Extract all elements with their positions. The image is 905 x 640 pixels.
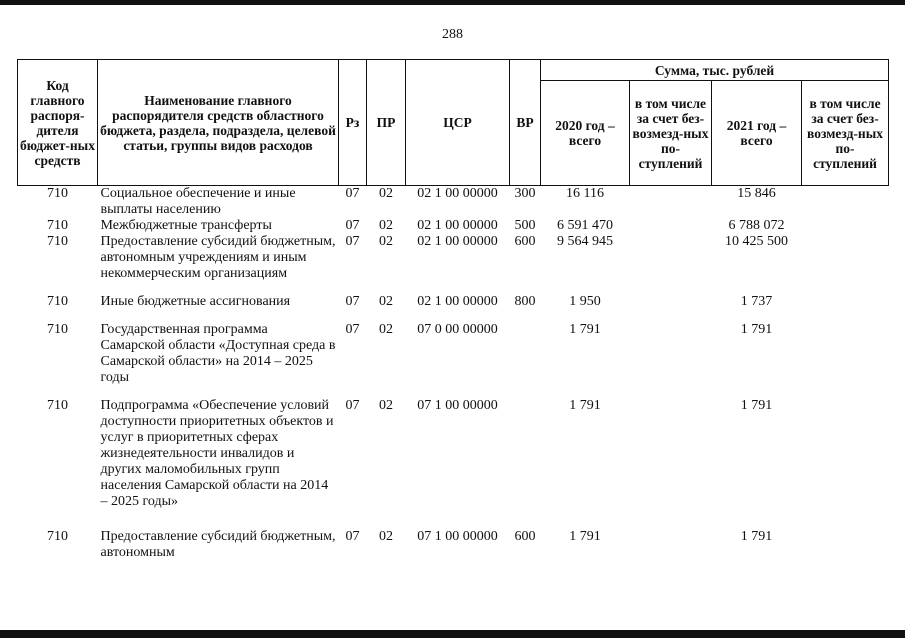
cell-code: 710 xyxy=(47,218,68,233)
cell-vr: 800 xyxy=(514,294,536,309)
cell-name: Подпрограмма «Обеспечение условий доступности приоритетных объектов и услуг в приоритетных сферах жизнедеятельности инвалидов и других маломобильных групп населения Самарской области на 2014 – 2025 годы» xyxy=(100,398,334,509)
cell-2021-free xyxy=(802,186,889,219)
cell-rz: 07 xyxy=(345,234,360,249)
cell-csr: 02 1 00 00000 xyxy=(417,294,498,309)
cell-code: 710 xyxy=(47,294,68,309)
cell-2020-free xyxy=(630,310,712,386)
cell-rz: 07 xyxy=(345,218,360,233)
table-row xyxy=(18,186,889,219)
header-pr: ПР xyxy=(367,60,406,186)
table-row xyxy=(18,386,889,510)
cell-2020-free xyxy=(630,186,712,219)
cell-2020-free xyxy=(630,234,712,282)
cell-2020-free xyxy=(630,282,712,310)
cell-pr: 02 xyxy=(379,398,393,413)
cell-rz: 07 xyxy=(345,322,360,337)
budget-table xyxy=(17,59,889,561)
header-rz: Рз xyxy=(339,60,367,186)
cell-2021-free xyxy=(802,510,889,561)
cell-csr: 02 1 00 00000 xyxy=(417,218,498,233)
cell-2021-total: 15 846 xyxy=(737,186,776,201)
cell-name: Иные бюджетные ассигнования xyxy=(100,294,291,309)
cell-2021-total: 1 791 xyxy=(740,529,773,544)
header-sum-group: Сумма, тыс. рублей xyxy=(541,60,889,81)
cell-name: Предоставление субсидий бюджетным, автономным xyxy=(100,529,336,560)
cell-csr: 07 0 00 00000 xyxy=(417,322,498,337)
header-2020-total: 2020 год – всего xyxy=(541,81,630,186)
cell-pr: 02 xyxy=(379,234,393,249)
cell-vr: 300 xyxy=(514,186,536,201)
cell-code: 710 xyxy=(47,398,68,413)
cell-2020-total: 6 591 470 xyxy=(557,218,613,233)
cell-pr: 02 xyxy=(379,322,393,337)
header-code: Код главного распоря-дителя бюджет-ных средств xyxy=(18,60,98,186)
cell-name: Предоставление субсидий бюджетным, автономным учреждениям и иным некоммерческим организациям xyxy=(100,234,336,281)
table-row xyxy=(18,310,889,386)
cell-csr: 07 1 00 00000 xyxy=(417,398,498,413)
cell-vr: 600 xyxy=(514,234,536,249)
cell-vr xyxy=(510,310,541,386)
top-border-bar xyxy=(0,0,905,5)
cell-code: 710 xyxy=(47,529,68,544)
cell-pr: 02 xyxy=(379,218,393,233)
cell-rz: 07 xyxy=(345,529,360,544)
cell-2021-free xyxy=(802,310,889,386)
cell-rz: 07 xyxy=(345,186,360,201)
table-header xyxy=(18,60,889,186)
cell-pr: 02 xyxy=(379,186,393,201)
header-csr: ЦСР xyxy=(406,60,510,186)
cell-csr: 02 1 00 00000 xyxy=(417,186,498,201)
bottom-border-bar xyxy=(0,630,905,638)
table-body xyxy=(18,186,889,562)
cell-2020-total: 16 116 xyxy=(566,186,604,201)
cell-2020-free xyxy=(630,386,712,510)
header-2021-free: в том числе за счет без-возмезд-ных по-ступлений xyxy=(802,81,889,186)
cell-2020-total: 1 791 xyxy=(569,398,601,413)
cell-2021-total: 1 791 xyxy=(740,322,773,337)
cell-rz: 07 xyxy=(345,294,360,309)
cell-2021-total: 1 791 xyxy=(740,398,773,413)
cell-vr: 500 xyxy=(514,218,536,233)
header-2021-total: 2021 год – всего xyxy=(712,81,802,186)
cell-2020-total: 1 791 xyxy=(569,529,601,544)
cell-vr: 600 xyxy=(514,529,536,544)
cell-2020-total: 9 564 945 xyxy=(557,234,613,249)
cell-2020-total: 1 950 xyxy=(569,294,601,309)
table-row xyxy=(18,218,889,234)
cell-code: 710 xyxy=(47,234,68,249)
table-row xyxy=(18,234,889,282)
cell-2021-free xyxy=(802,386,889,510)
cell-2021-total: 1 737 xyxy=(740,294,773,309)
cell-name: Социальное обеспечение и иные выплаты населению xyxy=(100,186,296,217)
cell-code: 710 xyxy=(47,322,68,337)
cell-2021-total: 6 788 072 xyxy=(728,218,785,233)
cell-2020-free xyxy=(630,218,712,234)
cell-rz: 07 xyxy=(345,398,360,413)
table-row xyxy=(18,510,889,561)
cell-name: Межбюджетные трансферты xyxy=(100,218,272,233)
cell-2021-free xyxy=(802,218,889,234)
page-number: 288 xyxy=(442,27,463,42)
cell-vr xyxy=(510,386,541,510)
cell-2021-total: 10 425 500 xyxy=(725,234,788,249)
cell-2020-free xyxy=(630,510,712,561)
header-name: Наименование главного распорядителя средств областного бюджета, раздела, подраздела, целевой статьи, группы видов расходов xyxy=(98,60,339,186)
cell-csr: 02 1 00 00000 xyxy=(417,234,498,249)
header-2020-free: в том числе за счет без-возмезд-ных по-ступлений xyxy=(630,81,712,186)
table-row xyxy=(18,282,889,310)
cell-2020-total: 1 791 xyxy=(569,322,601,337)
cell-csr: 07 1 00 00000 xyxy=(417,529,498,544)
cell-pr: 02 xyxy=(379,529,393,544)
header-vr: ВР xyxy=(510,60,541,186)
cell-2021-free xyxy=(802,234,889,282)
cell-code: 710 xyxy=(47,186,68,201)
cell-pr: 02 xyxy=(379,294,393,309)
cell-2021-free xyxy=(802,282,889,310)
cell-name: Государственная программа Самарской области «Доступная среда в Самарской области» на 2014 – 2025 годы xyxy=(100,322,336,385)
